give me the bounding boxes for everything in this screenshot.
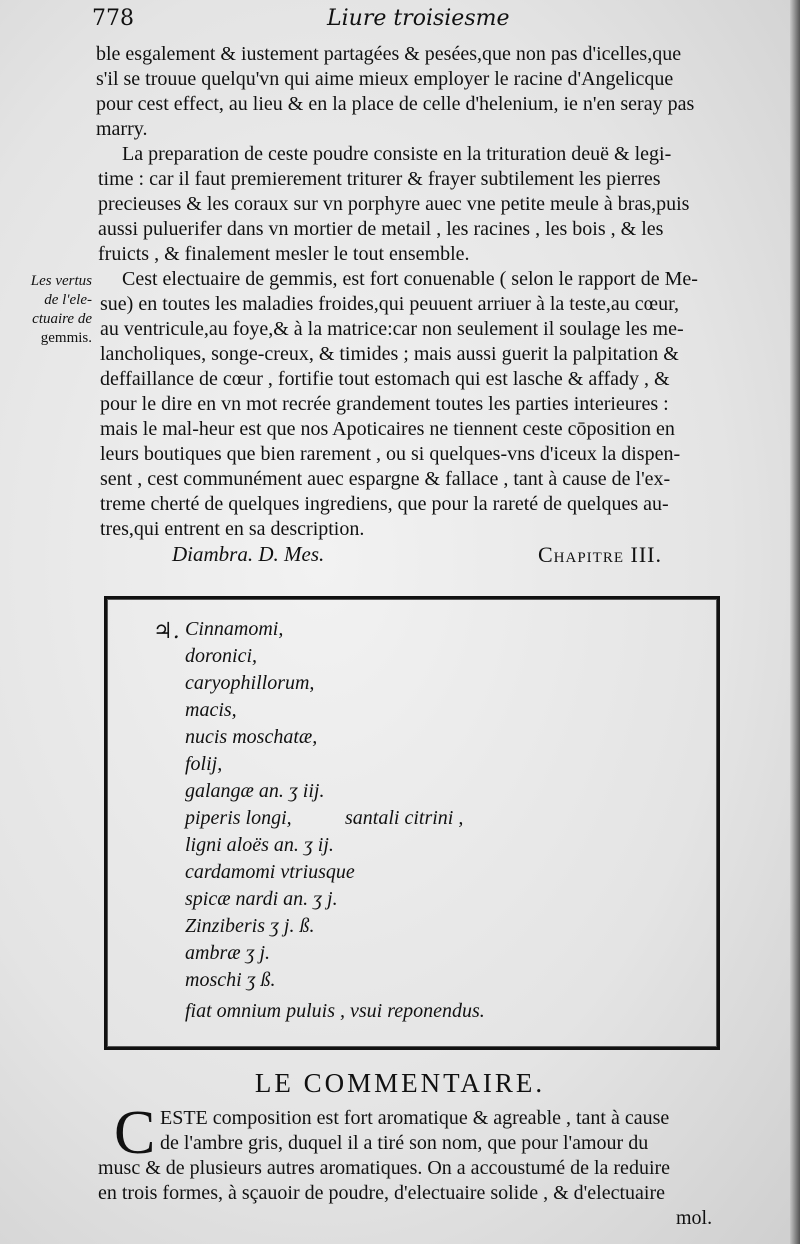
recipe-line: Zinziberis ʒ j. ß.	[185, 915, 315, 937]
margin-note-line: gemmis.	[40, 330, 92, 346]
text-line: mais le mal-heur est que nos Apoticaires ne tiennent ceste cōposition en	[100, 418, 675, 440]
recipe-line: folij,	[185, 753, 223, 775]
recipe-symbol: ♃.	[153, 619, 180, 644]
text-line: en trois formes, à sçauoir de poudre, d'electuaire solide , & d'electuaire	[98, 1182, 665, 1204]
text-line: mol.	[676, 1207, 713, 1229]
commentary-title: LE COMMENTAIRE.	[254, 1068, 546, 1098]
recipe-line: nucis moschatæ,	[185, 726, 318, 748]
text-line: fruicts , & finalement mesler le tout ensemble.	[98, 243, 470, 265]
recipe-line: doronici,	[185, 645, 258, 667]
text-line: time : car il faut premierement triturer & frayer subtilement les pierres	[98, 168, 661, 190]
running-title: Liure troisiesme	[327, 6, 510, 31]
recipe-line: fiat omnium puluis , vsui reponendus.	[185, 1000, 485, 1022]
margin-note-line: ctuaire de	[32, 311, 92, 327]
recipe-line: caryophillorum,	[185, 672, 315, 694]
text-line: s'il se trouue quelqu'vn qui aime mieux employer le racine d'Angelicque	[96, 68, 674, 90]
margin-note-line: de l'ele-	[44, 292, 92, 308]
text-line: tres,qui entrent en sa description.	[100, 518, 365, 540]
recipe-line: spicæ nardi an. ʒ j.	[185, 888, 338, 910]
page-header	[92, 6, 732, 40]
text-line: precieuses & les coraux sur vn porphyre auec vne petite meule à bras,puis	[98, 193, 690, 215]
margin-note-line: Les vertus	[30, 273, 92, 289]
text-line: La preparation de ceste poudre consiste en la trituration deuë & legi-	[122, 143, 672, 165]
page-number: 778	[92, 6, 134, 31]
text-line: pour cest effect, au lieu & en la place de celle d'helenium, ie n'en seray pas	[96, 93, 695, 115]
text-line: sent , cest communément auec espargne & fallace , tant à cause de l'ex-	[100, 468, 671, 490]
recipe-box	[104, 596, 720, 1050]
recipe-line: moschi ʒ ß.	[185, 969, 276, 991]
recipe-line: ambræ ʒ j.	[185, 942, 270, 964]
text-line: deffaillance de cœur , fortifie tout estomach qui est lasche & affady , &	[100, 368, 670, 390]
text-line: ble esgalement & iustement partagées & pesées,que non pas d'icelles,que	[96, 43, 682, 65]
recipe-line: Cinnamomi,	[185, 618, 284, 640]
text-line: ESTE composition est fort aromatique & agreable , tant à cause	[160, 1107, 670, 1129]
text-line: de l'ambre gris, duquel il a tiré son nom, que pour l'amour du	[160, 1132, 649, 1154]
margin-note	[8, 272, 92, 348]
text-line: pour le dire en vn mot recrée grandement toutes les parties interieures :	[100, 393, 669, 415]
chapter-heading: Chapitre III.	[538, 542, 662, 567]
text-line: aussi puluerifer dans vn mortier de metail , les racines , les bois , & les	[98, 218, 664, 240]
text-line: au ventricule,au foye,& à la matrice:car non seulement il soulage les me-	[100, 318, 684, 340]
text-line: musc & de plusieurs autres aromatiques. On a accoustumé de la reduire	[98, 1157, 671, 1179]
recipe-line: macis,	[185, 699, 237, 721]
text-line: leurs boutiques que bien rarement , ou si quelques-vns d'iceux la dispen-	[100, 443, 681, 465]
chapter-source: Diambra. D. Mes.	[172, 542, 325, 566]
chapter-line	[172, 542, 662, 572]
text-line: marry.	[96, 118, 148, 140]
text-line: treme cherté de quelques ingrediens, que pour la rareté de quelques au-	[100, 493, 669, 515]
recipe-line: galangæ an. ʒ iij.	[185, 780, 325, 802]
recipe-line: ligni aloës an. ʒ ij.	[185, 834, 334, 856]
text-line: lancholiques, songe-creux, & timides ; mais aussi guerit la palpitation &	[100, 343, 679, 365]
recipe-line: piperis longi,	[185, 807, 292, 829]
text-line: Cest electuaire de gemmis, est fort conuenable ( selon le rapport de Me-	[122, 268, 698, 290]
drop-cap: C	[114, 1099, 156, 1167]
recipe-line: santali citrini ,	[345, 807, 464, 829]
text-line: sue) en toutes les maladies froides,qui peuuent arriuer à la teste,au cœur,	[100, 293, 679, 315]
recipe-line: cardamomi vtriusque	[185, 861, 355, 883]
